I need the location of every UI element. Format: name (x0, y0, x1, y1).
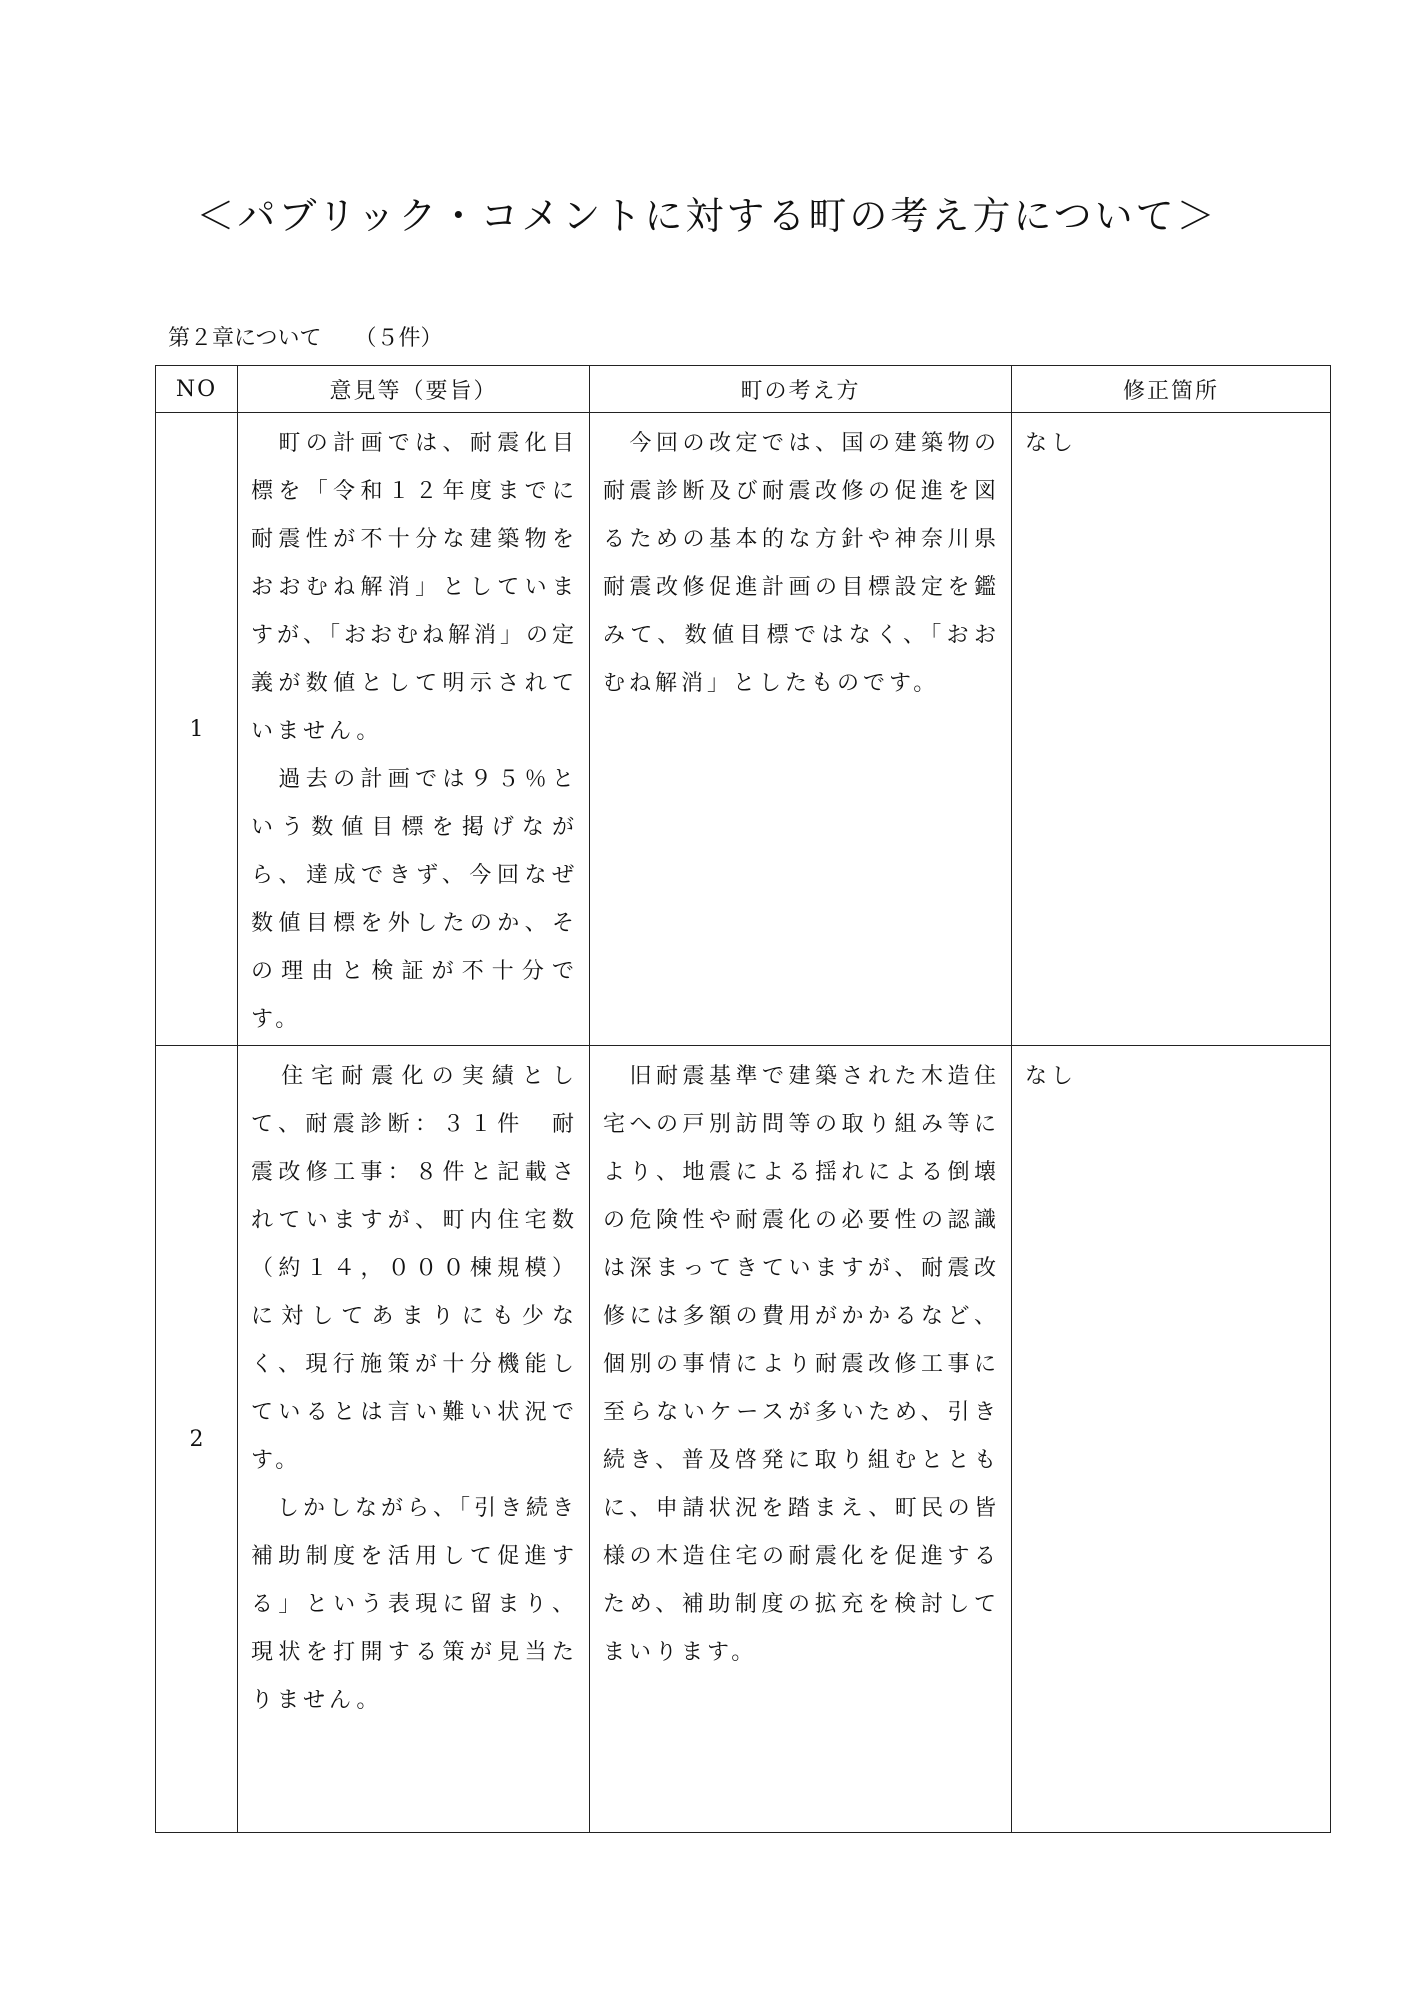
header-response: 町の考え方 (590, 366, 1012, 413)
header-row (156, 366, 1331, 413)
opinion-cell (238, 1046, 590, 1833)
opinion-cell (238, 413, 590, 1046)
opinion-text: 町の計画では、耐震化目標を「令和１２年度までに耐震性が不十分な建築物をおおむね解消」としていますが、「おおむね解消」の定義が数値として明示されていません。 過去の計画では９５％という数値目標を掲げながら、達成できず、今回なぜ数値目標を外したのか、その理由と検証が不十分です。 (251, 431, 579, 1032)
response-text: 今回の改定では、国の建築物の耐震診断及び耐震改修の促進を図るための基本的な方針や神奈川県耐震改修促進計画の目標設定を鑑みて、数値目標ではなく、「おおむね解消」としたものです。 (603, 431, 1000, 696)
table-body (156, 413, 1331, 1833)
row-number: 2 (156, 1046, 238, 1833)
table-row (156, 1046, 1331, 1833)
response-text: 旧耐震基準で建築された木造住宅への戸別訪問等の取り組み等により、地震による揺れによる倒壊の危険性や耐震化の必要性の認識は深まってきていますが、耐震改修には多額の費用がかかるなど、個別の事情により耐震改修工事に至らないケースが多いため、引き続き、普及啓発に取り組むとともに、申請状況を踏まえ、町民の皆様の木造住宅の耐震化を促進するため、補助制度の拡充を検討してまいります。 (603, 1064, 1000, 1665)
page-title: ＜パブリック・コメントに対する町の考え方について＞ (196, 194, 1218, 238)
opinion-text: 住宅耐震化の実績として、耐震診断：３１件 耐震改修工事：８件と記載されていますが、町内住宅数（約１４，０００棟規模）に対してあまりにも少なく、現行施策が十分機能しているとは言い難い状況です。 しかしながら、「引き続き補助制度を活用して促進する」という表現に留まり、現状を打開する策が見当たりません。 (251, 1064, 579, 1713)
table-row (156, 413, 1331, 1046)
revision-cell (1012, 1046, 1331, 1833)
revision-text: なし (1025, 1064, 1078, 1089)
public-comment-table (155, 365, 1331, 1833)
revision-text: なし (1025, 431, 1078, 456)
revision-cell (1012, 413, 1331, 1046)
table-header (156, 366, 1331, 413)
response-cell (590, 1046, 1012, 1833)
response-cell (590, 413, 1012, 1046)
header-revision: 修正箇所 (1012, 366, 1331, 413)
row-number: 1 (156, 413, 238, 1046)
section-heading: 第２章について （５件） (168, 326, 443, 351)
header-opinion: 意見等（要旨） (238, 366, 590, 413)
header-no: NO (156, 366, 238, 413)
